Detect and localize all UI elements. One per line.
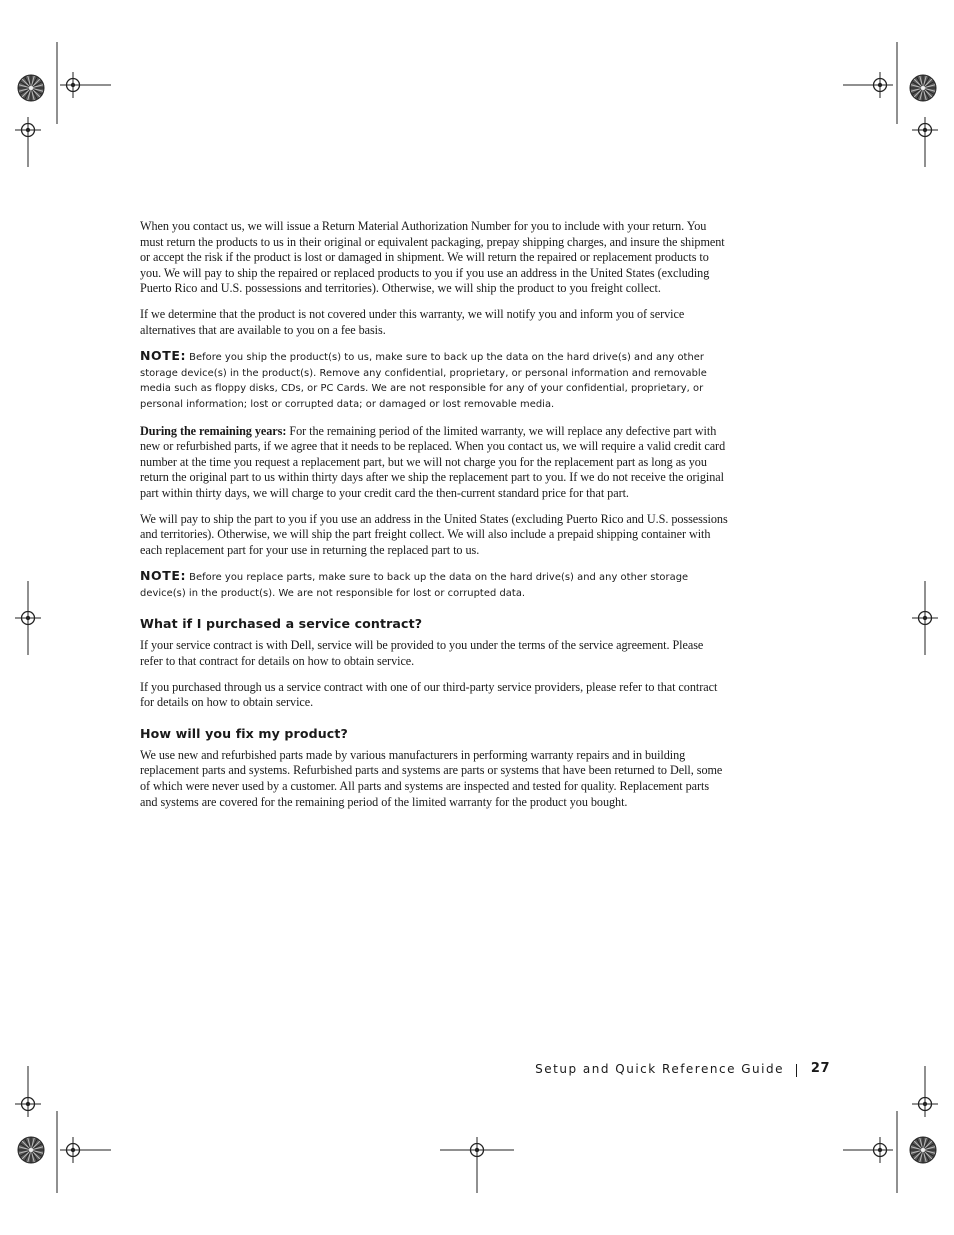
note-label: NOTE:: [140, 348, 187, 364]
paragraph-remaining-years: [140, 424, 728, 502]
paragraph-dell-contract: If your service contract is with Dell, service will be provided to you under the terms of the service agreement. Please refer to that contract for details on how to obtain service.: [140, 638, 704, 669]
footer-divider: [796, 1064, 797, 1077]
crosshair-dot: [923, 616, 927, 620]
note-text: Before you ship the product(s) to us, make sure to back up the data on the hard drive(s) and any other storage device(s) in the product(s). Remove any confidential, proprietary, or personal information and removable media such as floppy disks, CDs, or PC Cards. We are not responsible for any of your confidential, proprietary, or personal information; lost or corrupted data; or damaged or lost removable media.: [140, 352, 707, 410]
crosshair-dot: [923, 1102, 927, 1106]
page-footer: [0, 1062, 830, 1080]
note-backup-before-ship: [140, 348, 728, 412]
paragraph-refurbished-parts: We use new and refurbished parts made by various manufacturers in performing warranty repairs and in building replacement parts and systems. Refurbished parts and systems are parts or systems that have been returned to Dell, some of which were never used by a customer. All parts and systems are inspected and tested for quality. Replacement parts and systems are covered for the remaining period of the limited warranty for the product you bought.: [140, 747, 723, 809]
paragraph-lead: During the remaining years:: [140, 423, 287, 438]
paragraph-body: For the remaining period of the limited warranty, we will replace any defective part with new or refurbished parts, if we agree that it needs to be replaced. When you contact us, we will require a valid credit card number at the time you request a replacement part, but we will not charge you for the replacement part as long as you return the original part to us within thirty days after we ship the replacement part to you. If we do not receive the original part within thirty days, we will charge to your credit card the then-current standard price for that part.: [140, 423, 726, 500]
crosshair-dot: [71, 83, 75, 87]
note-backup-before-replace: [140, 568, 728, 601]
heading-service-contract: What if I purchased a service contract?: [140, 616, 423, 632]
crosshair-dot: [878, 83, 882, 87]
crosshair-dot: [26, 1102, 30, 1106]
note-label: NOTE:: [140, 568, 187, 584]
crosshair-dot: [923, 128, 927, 132]
starburst-center: [29, 86, 33, 90]
crosshair-dot: [26, 616, 30, 620]
page-content: [140, 219, 728, 820]
page-number: 27: [810, 1061, 830, 1076]
paragraph-return-authorization: When you contact us, we will issue a Return Material Authorization Number for you to include with your return. You must return the products to us in their original or equivalent packaging, prepay shipping charges, and insure the shipment or accept the risk if the product is lost or damaged in shipment. We will return the repaired or replacement products to you. We will pay to ship the repaired or replaced products to you if you use an address in the United States (excluding Puerto Rico and U.S. possessions and territories). Otherwise, we will ship the product to you freight collect.: [140, 219, 725, 296]
starburst-center: [29, 1148, 33, 1152]
crosshair-dot: [26, 128, 30, 132]
heading-fix-product: How will you fix my product?: [140, 725, 348, 741]
paragraph-shipping-parts: We will pay to ship the part to you if you use an address in the United States (excluding Puerto Rico and U.S. possessions and territories). Otherwise, we will ship the part freight collect. We will also include a prepaid shipping container with each replacement part for your use in returning the replaced part to us.: [140, 511, 728, 557]
crosshair-dot: [475, 1148, 479, 1152]
note-text: Before you replace parts, make sure to back up the data on the hard drive(s) and any other storage device(s) in the product(s). We are not responsible for lost or corrupted data.: [140, 572, 689, 599]
crosshair-dot: [71, 1148, 75, 1152]
crosshair-dot: [878, 1148, 882, 1152]
starburst-center: [921, 86, 925, 90]
starburst-center: [921, 1148, 925, 1152]
footer-guide-title: Setup and Quick Reference Guide: [535, 1062, 784, 1076]
paragraph-third-party-contract: If you purchased through us a service contract with one of our third-party service providers, please refer to that contract for details on how to obtain service.: [140, 679, 718, 710]
paragraph-not-covered: If we determine that the product is not covered under this warranty, we will notify you and inform you of service alternatives that are available to you on a fee basis.: [140, 306, 685, 337]
